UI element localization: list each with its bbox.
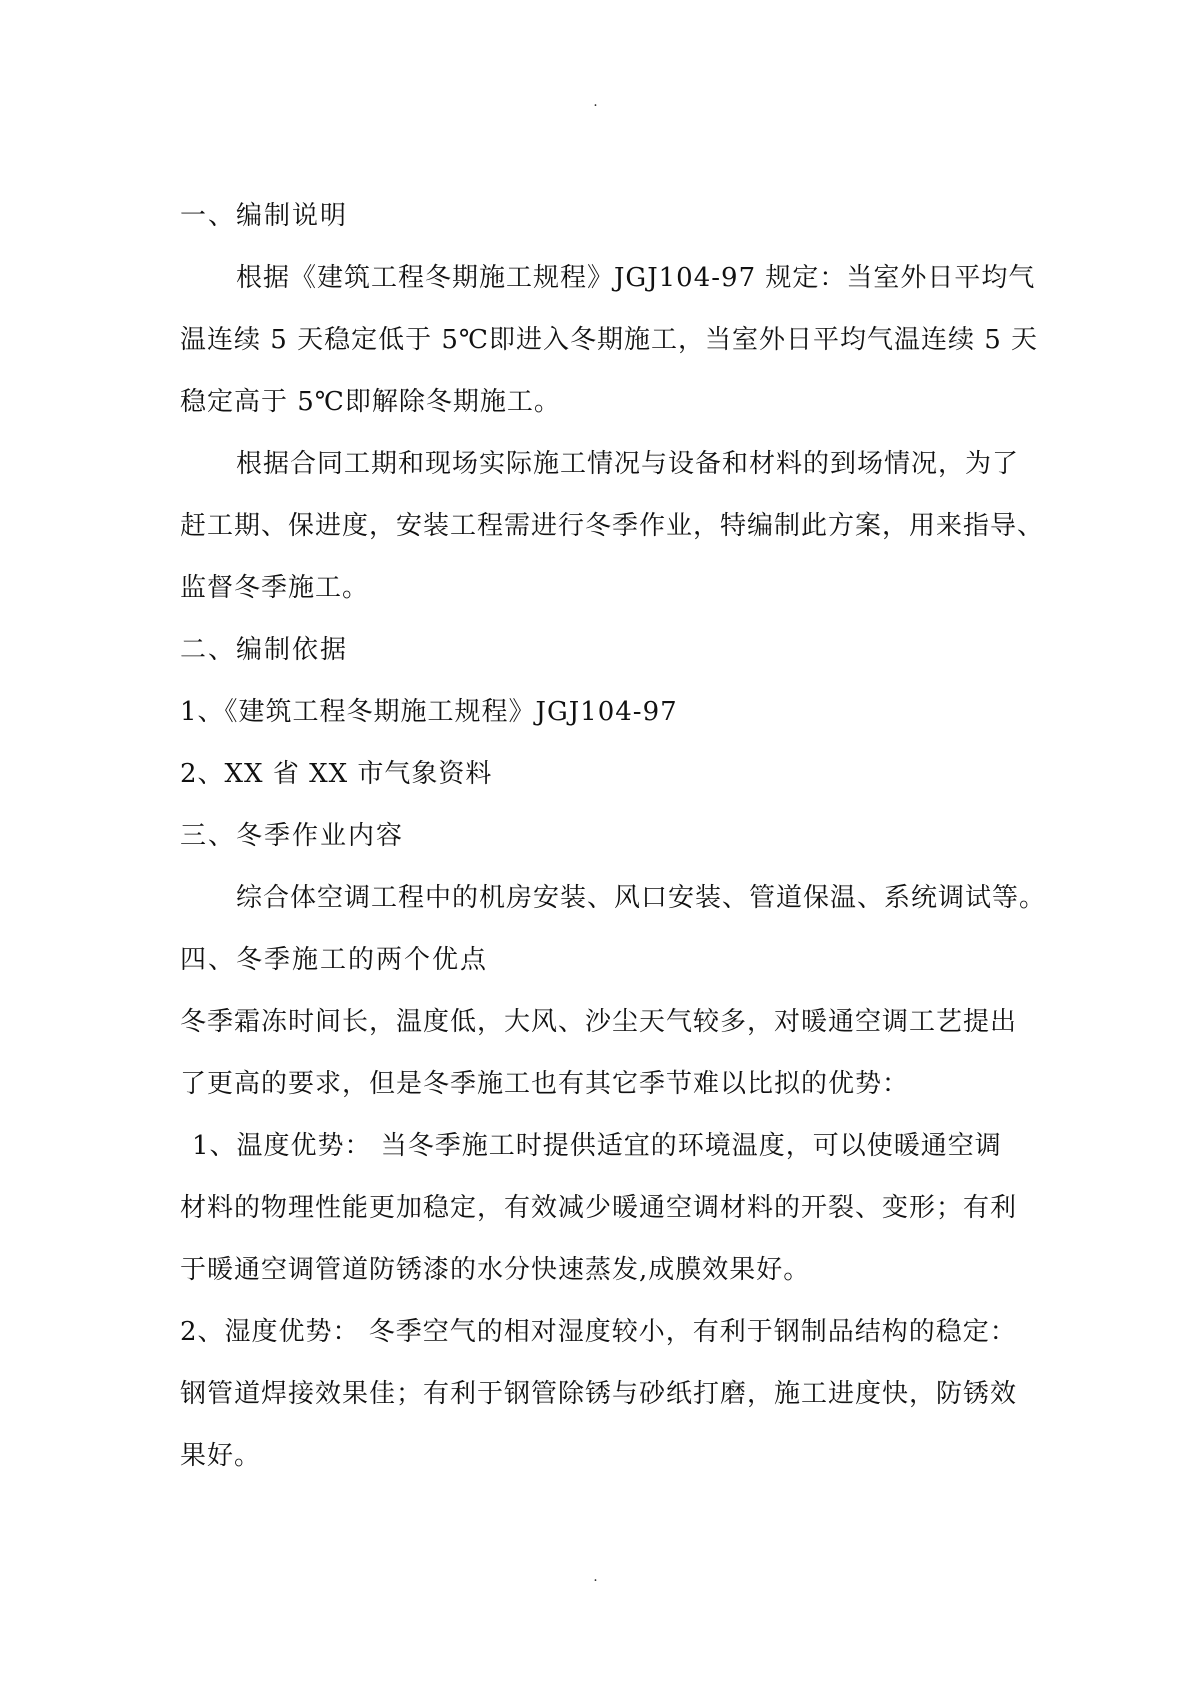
paragraph-line: 稳定高于 5℃即解除冬期施工。 [180,387,561,417]
paragraph-line: 综合体空调工程中的机房安装、风口安装、管道保温、系统调试等。 [236,883,1047,913]
paragraph-line: 冬季霜冻时间长，温度低，大风、沙尘天气较多，对暖通空调工艺提出 [180,1007,1018,1037]
paragraph-line: 材料的物理性能更加稳定，有效减少暖通空调材料的开裂、变形；有利 [180,1193,1018,1223]
document-body [180,185,1047,1487]
section-heading-2: 二、编制依据 [180,635,349,665]
paragraph-line: 果好。 [180,1441,262,1471]
paragraph-line: 根据合同工期和现场实际施工情况与设备和材料的到场情况，为了 [236,449,1020,479]
footer-dot: . [593,1569,598,1585]
section-heading-4: 四、冬季施工的两个优点 [180,945,489,975]
list-item: 1、《建筑工程冬期施工规程》JGJ104-97 [180,697,678,727]
header-dot: . [593,94,598,110]
paragraph-line: 监督冬季施工。 [180,573,370,603]
section-heading-1: 一、编制说明 [180,201,349,231]
list-item: 2、XX 省 XX 市气象资料 [180,759,493,789]
paragraph-line: 于暖通空调管道防锈漆的水分快速蒸发,成膜效果好。 [180,1255,811,1285]
paragraph-line: 了更高的要求，但是冬季施工也有其它季节难以比拟的优势： [180,1069,910,1099]
paragraph-line: 钢管道焊接效果佳；有利于钢管除锈与砂纸打磨，施工进度快，防锈效 [180,1379,1018,1409]
list-item: 2、湿度优势： 冬季空气的相对湿度较小，有利于钢制品结构的稳定： [180,1317,1017,1347]
paragraph-line: 根据《建筑工程冬期施工规程》JGJ104-97 规定：当室外日平均气 [236,263,1036,293]
list-item: 1、温度优势： 当冬季施工时提供适宜的环境温度，可以使暖通空调 [192,1131,1002,1161]
section-heading-3: 三、冬季作业内容 [180,821,405,851]
paragraph-line: 温连续 5 天稳定低于 5℃即进入冬期施工，当室外日平均气温连续 5 天 [180,325,1039,355]
paragraph-line: 赶工期、保进度，安装工程需进行冬季作业，特编制此方案，用来指导、 [180,511,1045,541]
